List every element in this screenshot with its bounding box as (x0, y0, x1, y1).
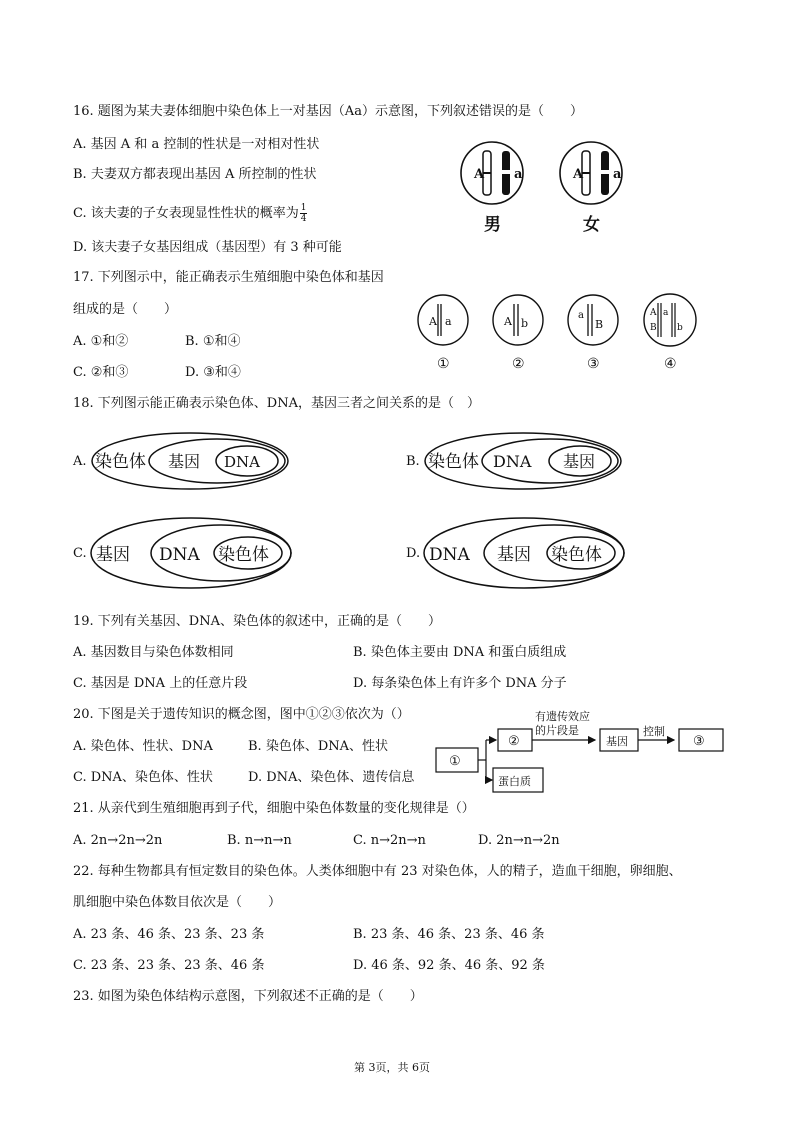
q19-option-d[interactable]: D. 每条染色体上有许多个 DNA 分子 (353, 676, 567, 691)
q16-fraction-denominator: 4 (300, 214, 307, 224)
q21-option-b[interactable]: B. n→n→n (227, 833, 292, 848)
q17-cell-1 (418, 295, 468, 372)
q20-option-c[interactable]: C. DNA、染色体、性状 (73, 770, 213, 785)
q20-label-top-1: 有遗传效应 (535, 710, 590, 723)
q16-figure (455, 138, 645, 238)
q17-c4-a-lower: a (663, 308, 669, 318)
q19-option-a[interactable]: A. 基因数目与染色体数相同 (73, 645, 234, 660)
q20-stem: 20. 下图是关于遗传知识的概念图，图中①②③依次为（） (73, 707, 410, 722)
q18-a-middle: 基因 (168, 452, 201, 471)
q19-stem: 19. 下列有关基因、DNA、染色体的叙述中，正确的是（ ） (73, 614, 441, 629)
q16-fraction-numerator: 1 (300, 203, 307, 213)
q17-option-d[interactable]: D. ③和④ (185, 365, 241, 380)
q17-num-4: ④ (664, 356, 677, 372)
q18-a-outer: 染色体 (95, 452, 146, 472)
q20-control-label: 控制 (643, 725, 665, 738)
q20-box-1: ① (449, 754, 461, 769)
q18-option-b-label[interactable]: B. (406, 454, 420, 469)
q22-option-b[interactable]: B. 23 条、46 条、23 条、46 条 (353, 927, 545, 942)
q18-option-a-diagram[interactable] (88, 428, 338, 498)
q18-option-d-diagram[interactable] (421, 515, 671, 595)
female-label: 女 (583, 215, 600, 235)
q17-option-a[interactable]: A. ①和② (73, 334, 129, 349)
q17-stem-line1: 17. 下列图示中，能正确表示生殖细胞中染色体和基因 (73, 270, 384, 285)
q17-figure (415, 290, 715, 372)
q17-c3-left: a (578, 310, 584, 321)
q20-gene-box: 基因 (606, 735, 628, 748)
q18-b-inner: 基因 (563, 452, 596, 471)
q16-option-c-text: C. 该夫妻的子女表现显性性状的概率为 (73, 206, 299, 221)
q22-stem-line2: 肌细胞中染色体数目依次是（ ） (73, 895, 282, 910)
q17-num-3: ③ (587, 356, 600, 372)
q18-c-outer: 基因 (96, 545, 130, 565)
q20-protein-box: 蛋白质 (498, 775, 531, 788)
q18-d-inner: 染色体 (551, 545, 602, 565)
q19-option-b[interactable]: B. 染色体主要由 DNA 和蛋白质组成 (353, 645, 567, 660)
q18-b-middle: DNA (493, 452, 532, 471)
q18-stem: 18. 下列图示能正确表示染色体、DNA，基因三者之间关系的是（ ） (73, 396, 480, 411)
q22-stem-line1: 22. 每种生物都具有恒定数目的染色体。人类体细胞中有 23 对染色体，人的精子，造血干细胞，卵细胞、 (73, 864, 682, 879)
q17-cell-4 (644, 294, 696, 372)
q17-num-1: ① (437, 356, 450, 372)
q18-option-b-diagram[interactable] (421, 428, 671, 498)
q18-b-outer: 染色体 (428, 452, 479, 472)
q16-option-d[interactable]: D. 该夫妻子女基因组成（基因型）有 3 种可能 (73, 240, 342, 255)
q18-d-outer: DNA (429, 545, 470, 565)
q20-option-b[interactable]: B. 染色体、DNA、性状 (248, 739, 389, 754)
male-gene-left: A (474, 167, 485, 182)
q17-cell-2 (493, 295, 543, 372)
q18-d-middle: 基因 (497, 545, 531, 565)
male-label: 男 (484, 215, 501, 235)
q23-stem: 23. 如图为染色体结构示意图，下列叙述不正确的是（ ） (73, 989, 423, 1004)
q16-stem: 16. 题图为某夫妻体细胞中染色体上一对基因（Aa）示意图，下列叙述错误的是（ ） (73, 104, 583, 119)
q20-label-top-2: 的片段是 (535, 724, 579, 737)
male-cell (461, 142, 523, 204)
q18-a-inner: DNA (224, 453, 260, 471)
q20-option-d[interactable]: D. DNA、染色体、遗传信息 (248, 770, 415, 785)
q17-c1-right: a (445, 315, 452, 328)
female-gene-left: A (573, 167, 584, 182)
female-cell (560, 142, 622, 204)
q16-option-b[interactable]: B. 夫妻双方都表现出基因 A 所控制的性状 (73, 167, 317, 182)
q17-option-b[interactable]: B. ①和④ (185, 334, 241, 349)
q21-option-a[interactable]: A. 2n→2n→2n (73, 833, 163, 848)
q18-c-inner: 染色体 (218, 545, 269, 565)
q17-cell-3 (568, 295, 618, 372)
q18-option-c-diagram[interactable] (88, 515, 338, 595)
q20-concept-map (430, 704, 730, 799)
q17-option-c[interactable]: C. ②和③ (73, 365, 129, 380)
q17-c1-left: A (429, 315, 437, 328)
q17-c4-b-lower: b (677, 323, 683, 333)
q22-option-a[interactable]: A. 23 条、46 条、23 条、23 条 (73, 927, 265, 942)
q17-c4-a-upper: A (650, 308, 657, 318)
q17-num-2: ② (512, 356, 525, 372)
male-gene-right: a (514, 167, 523, 182)
q16-option-c[interactable] (73, 203, 307, 224)
q17-stem-line2: 组成的是（ ） (73, 302, 178, 317)
q16-fraction (300, 203, 308, 224)
q17-c4-b-upper: B (650, 323, 657, 333)
q18-option-a-label[interactable]: A. (73, 454, 87, 469)
q21-option-c[interactable]: C. n→2n→n (353, 833, 426, 848)
q18-option-d-label[interactable]: D. (406, 546, 421, 561)
q19-option-c[interactable]: C. 基因是 DNA 上的任意片段 (73, 676, 248, 691)
page-footer: 第 3页，共 6页 (354, 1061, 430, 1074)
q17-c2-right: b (521, 317, 529, 330)
q22-option-d[interactable]: D. 46 条、92 条、46 条、92 条 (353, 958, 545, 973)
female-gene-right: a (613, 167, 622, 182)
q18-c-middle: DNA (159, 545, 200, 565)
q20-option-a[interactable]: A. 染色体、性状、DNA (73, 739, 213, 754)
q16-option-a[interactable]: A. 基因 A 和 a 控制的性状是一对相对性状 (73, 137, 320, 152)
q17-c2-left: A (504, 315, 512, 328)
q22-option-c[interactable]: C. 23 条、23 条、23 条、46 条 (73, 958, 265, 973)
q21-stem: 21. 从亲代到生殖细胞再到子代，细胞中染色体数量的变化规律是（） (73, 801, 475, 816)
q21-option-d[interactable]: D. 2n→n→2n (478, 833, 560, 848)
q18-option-c-label[interactable]: C. (73, 546, 87, 561)
q20-box-2: ② (508, 734, 520, 749)
q17-c3-right: B (595, 318, 604, 331)
q20-box-3: ③ (693, 734, 705, 749)
